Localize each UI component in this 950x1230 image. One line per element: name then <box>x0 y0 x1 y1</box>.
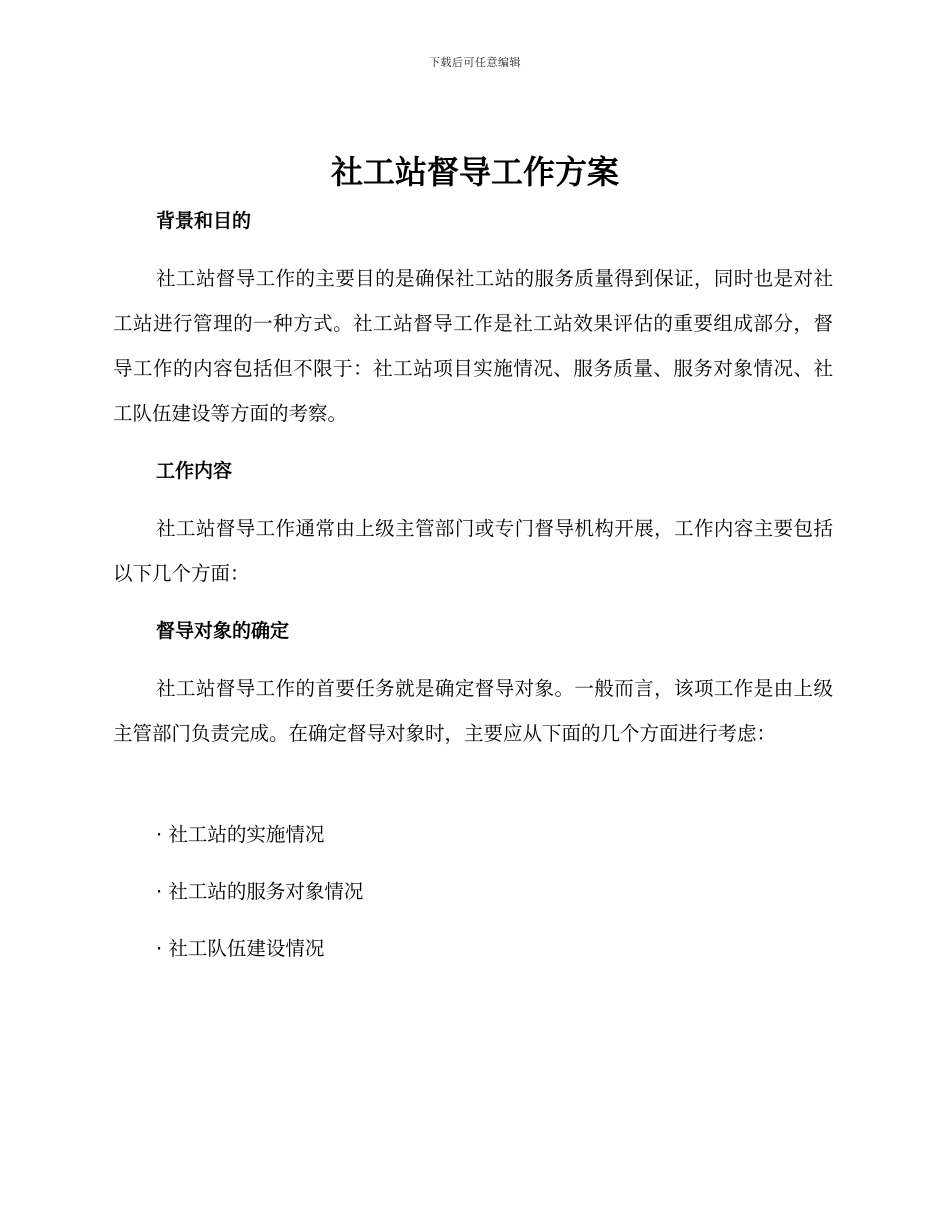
section-paragraph-supervision-target: 社工站督导工作的首要任务就是确定督导对象。一般而言，该项工作是由上级主管部门负责完成。在确定督导对象时，主要应从下面的几个方面进行考虑： <box>113 677 833 745</box>
document-title: 社工站督导工作方案 <box>330 153 619 191</box>
section-paragraph-work-content: 社工站督导工作通常由上级主管部门或专门督导机构开展，工作内容主要包括以下几个方面： <box>113 517 833 585</box>
section-heading-background: 背景和目的 <box>156 210 252 232</box>
bullet-item: · 社工站的服务对象情况 <box>156 880 364 903</box>
bullet-item: · 社工队伍建设情况 <box>156 937 325 960</box>
section-paragraph-background: 社工站督导工作的主要目的是确保社工站的服务质量得到保证，同时也是对社工站进行管理的一种方式。社工站督导工作是社工站效果评估的重要组成部分，督导工作的内容包括但不限于：社工站项目实施情况、服务质量、服务对象情况、社工队伍建设等方面的考察。 <box>113 267 833 425</box>
header-note: 下载后可任意编辑 <box>429 56 521 69</box>
section-heading-work-content: 工作内容 <box>156 460 233 482</box>
bullet-item: · 社工站的实施情况 <box>156 823 325 846</box>
section-heading-supervision-target: 督导对象的确定 <box>156 620 290 642</box>
